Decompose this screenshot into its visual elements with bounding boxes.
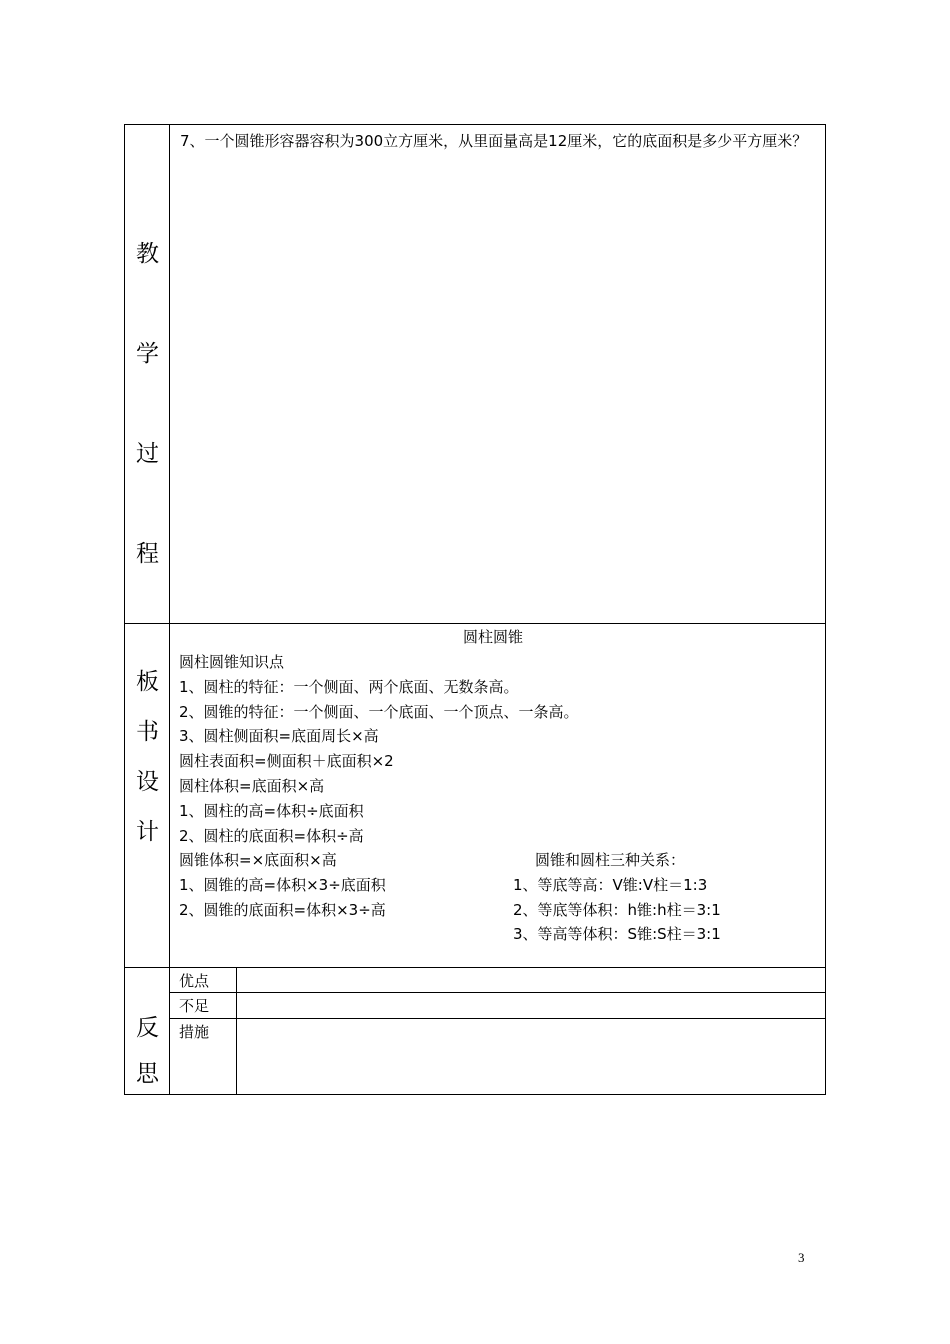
reflection-label-char: 思	[136, 1061, 159, 1087]
process-label-char: 学	[136, 341, 159, 367]
relation-line: 2、等底等体积：h锥:h柱＝3:1	[513, 900, 721, 919]
reflection-row-line	[169, 992, 825, 993]
board-line: 1、圆锥的高=体积×3÷底面积	[179, 876, 386, 895]
cone-cylinder-relations	[513, 848, 721, 947]
measures-label: 措施	[179, 1023, 210, 1041]
board-line: 圆柱体积=底面积×高	[179, 776, 325, 795]
process-label-char: 过	[136, 441, 159, 467]
question-text: 7、一个圆锥形容器容积为300立方厘米，从里面量高是12厘米，它的底面积是多少平方厘米？	[180, 132, 808, 150]
board-row-label	[125, 623, 170, 967]
reflection-row-label	[125, 967, 170, 1094]
board-line: 1、圆柱的高=体积÷底面积	[179, 801, 364, 820]
row-divider-board	[125, 967, 825, 968]
reflection-label-char: 反	[136, 1015, 159, 1041]
board-label-char: 设	[136, 769, 159, 795]
strengths-label: 优点	[179, 972, 210, 990]
board-line: 2、圆锥的底面积=体积×3÷高	[179, 900, 386, 919]
relation-line: 圆锥和圆柱三种关系：	[535, 851, 686, 869]
board-line: 2、圆锥的特征：一个侧面、一个底面、一个顶点、一条高。	[179, 702, 579, 721]
board-label-char: 计	[136, 819, 159, 845]
board-label-char: 板	[136, 669, 159, 695]
row-divider-process	[125, 623, 825, 624]
reflection-inner-divider	[236, 967, 237, 1094]
weaknesses-label: 不足	[179, 997, 210, 1015]
process-label-char: 教	[136, 241, 159, 267]
process-row-label	[125, 125, 170, 623]
board-line: 2、圆柱的底面积=体积÷高	[179, 826, 364, 845]
board-line: 圆柱圆锥知识点	[179, 653, 285, 671]
relation-line: 3、等高等体积：S锥:S柱＝3:1	[513, 925, 721, 944]
relation-line: 1、等底等高：V锥:V柱＝1:3	[513, 875, 708, 894]
process-label-char: 程	[136, 541, 159, 567]
board-line: 1、圆柱的特征：一个侧面、两个底面、无数条高。	[179, 677, 519, 696]
reflection-row-line	[169, 1018, 825, 1019]
board-label-char: 书	[136, 719, 159, 745]
board-line: 圆锥体积=×底面积×高	[179, 851, 337, 870]
page-number: 3	[798, 1250, 805, 1265]
board-line: 3、圆柱侧面积=底面周长×高	[179, 727, 379, 746]
lesson-table	[124, 124, 826, 1095]
board-line: 圆柱表面积=侧面积＋底面积×2	[179, 752, 394, 771]
board-title: 圆柱圆锥	[463, 628, 524, 646]
